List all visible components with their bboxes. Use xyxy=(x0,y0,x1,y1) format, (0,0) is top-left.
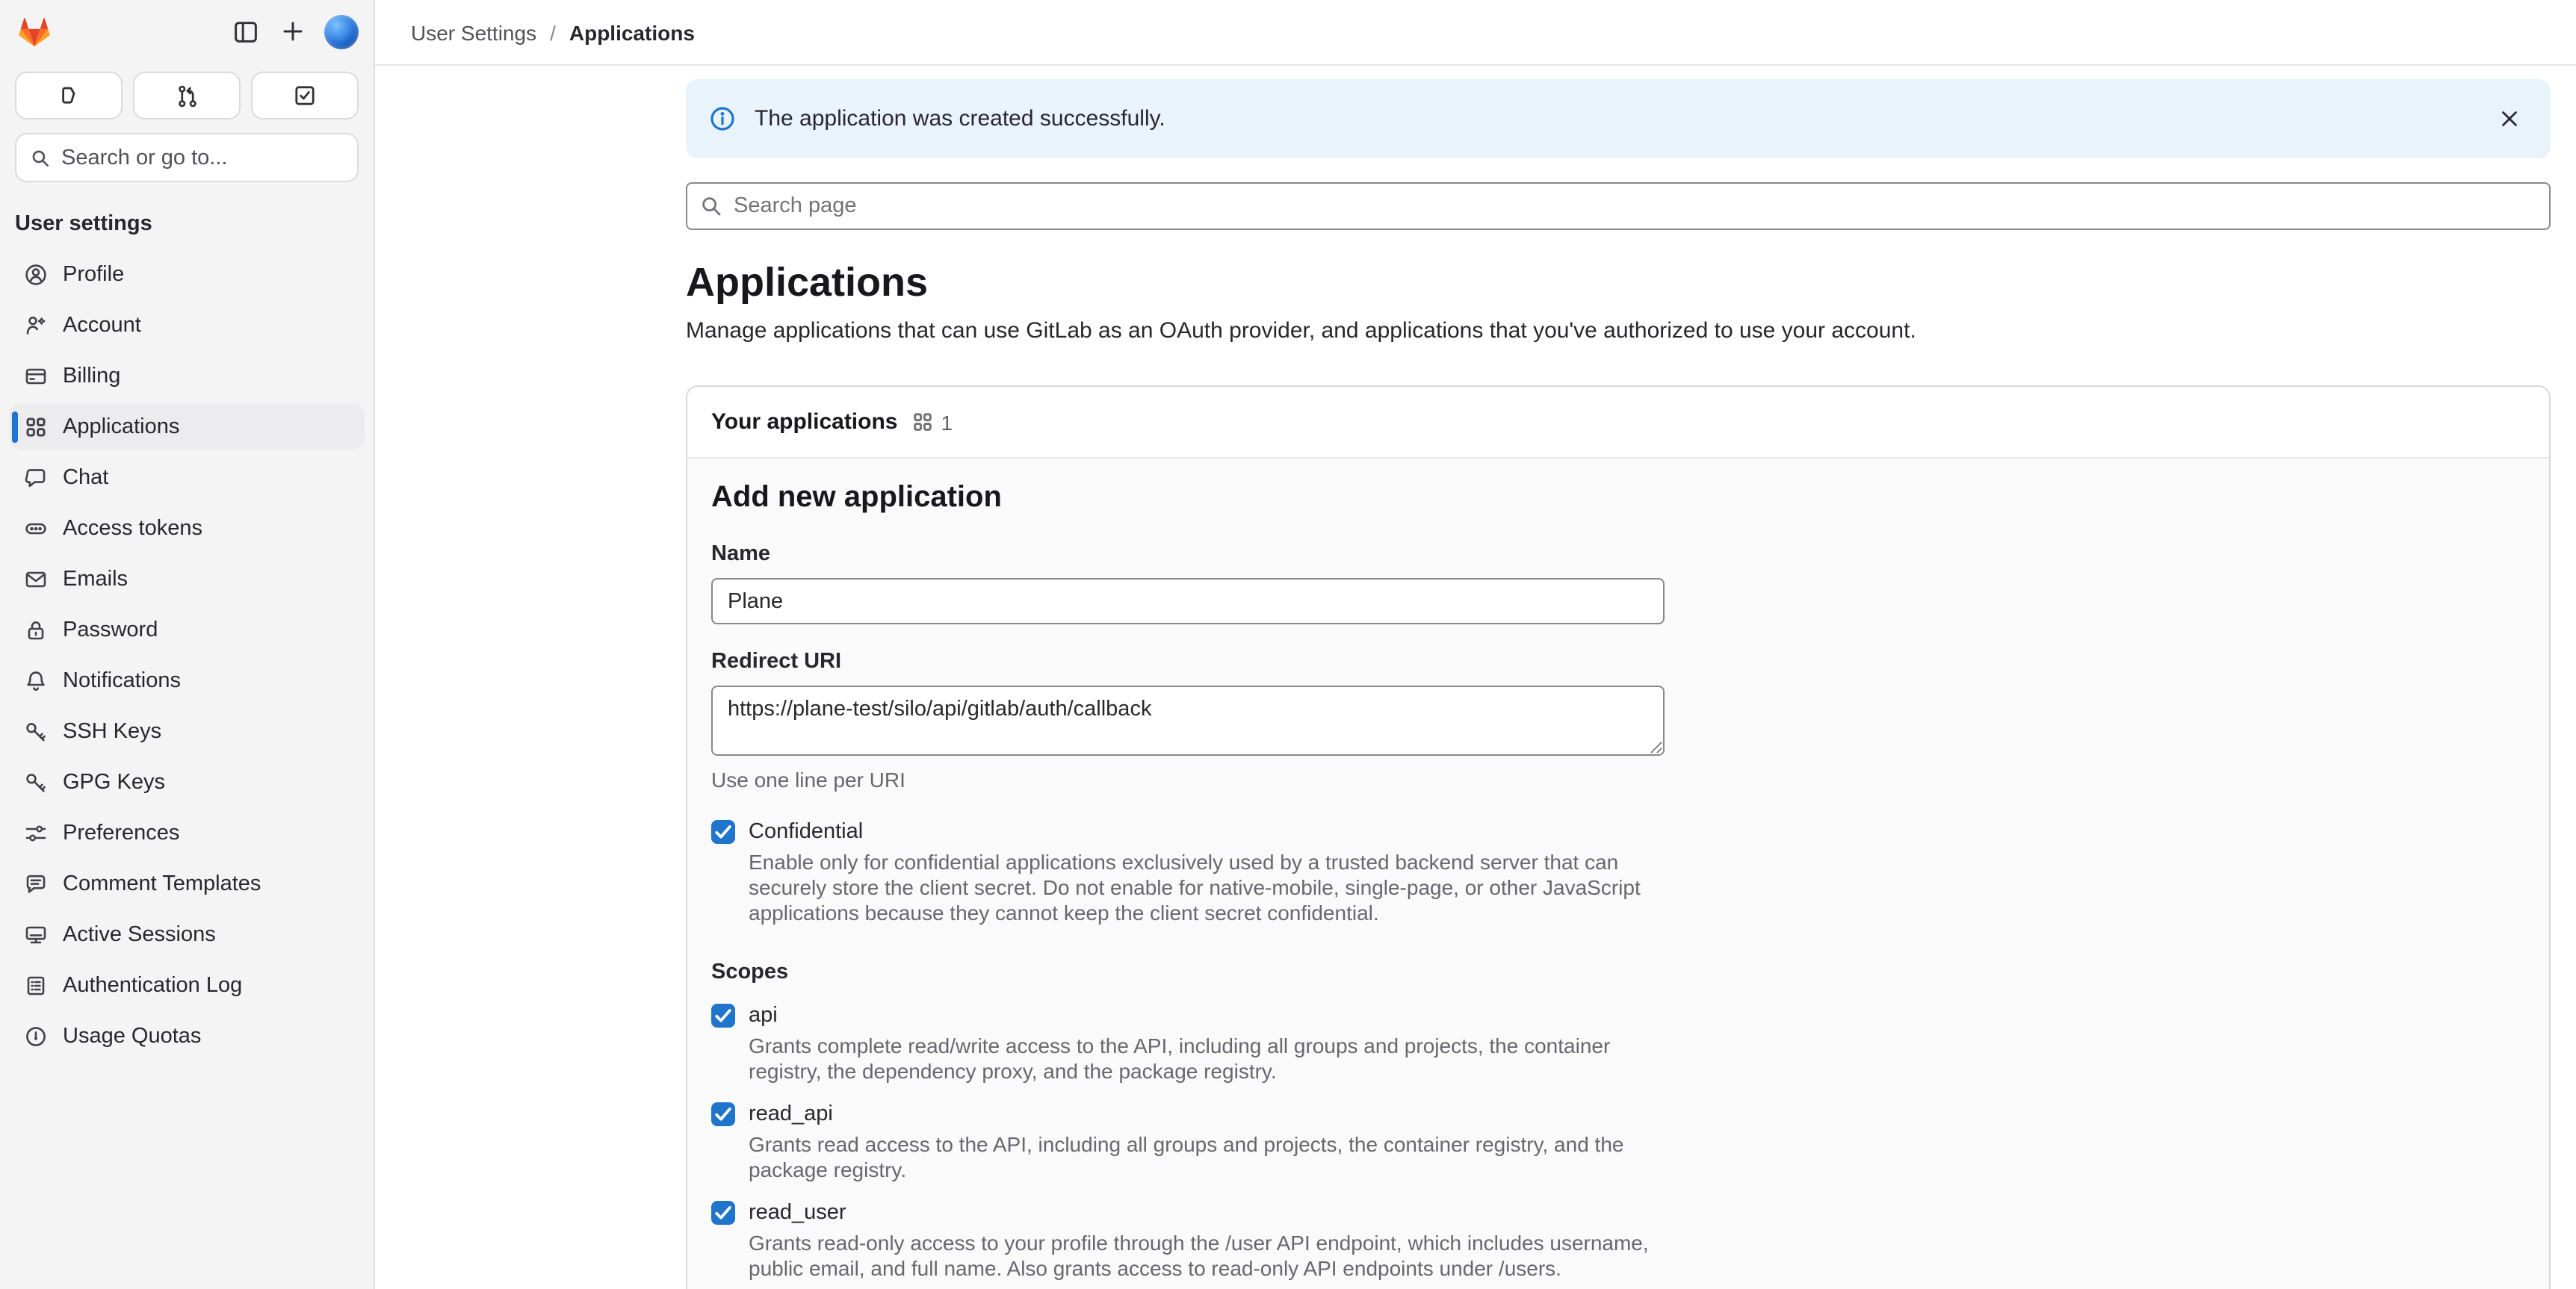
scope-read-api-checkbox[interactable] xyxy=(711,1102,735,1126)
panel-header xyxy=(687,387,2549,459)
issues-shortcut-button[interactable] xyxy=(15,72,123,119)
applications-icon xyxy=(24,414,48,438)
check-icon xyxy=(711,1102,735,1126)
sidebar-item-account[interactable] xyxy=(9,302,365,348)
add-application-heading: Add new application xyxy=(711,481,1002,514)
scope-read-api-help: Grants read access to the API, including all groups and projects, the container registry, and the package registry. xyxy=(749,1132,1624,1181)
sidebar-nav xyxy=(0,251,374,1059)
page-search-input[interactable] xyxy=(686,182,2551,230)
sidebar-item-ssh-keys[interactable] xyxy=(9,708,365,754)
success-alert xyxy=(686,79,2551,158)
topbar xyxy=(375,0,2576,66)
page-title: Applications xyxy=(686,260,929,305)
sidebar-toggle-button[interactable] xyxy=(226,12,264,51)
sidebar-item-label: Comment Templates xyxy=(63,872,261,895)
sidebar-top-bar xyxy=(0,0,374,63)
scopes-label: Scopes xyxy=(711,960,789,984)
sidebar-item-label: Active Sessions xyxy=(63,922,216,946)
check-icon xyxy=(711,1004,735,1028)
account-icon xyxy=(24,313,48,337)
page-description: Manage applications that can use GitLab as an OAuth provider, and applications that you've authorized to use your account. xyxy=(686,318,1916,344)
lock-icon xyxy=(24,618,48,642)
scope-read-api-label[interactable]: read_api xyxy=(749,1102,833,1126)
user-avatar[interactable] xyxy=(324,14,359,49)
close-icon xyxy=(2498,108,2521,130)
name-input[interactable] xyxy=(711,578,1665,624)
profile-icon xyxy=(24,262,48,286)
sidebar-item-billing[interactable] xyxy=(9,352,365,399)
breadcrumb-separator: / xyxy=(550,20,556,44)
gitlab-tanuki-icon[interactable] xyxy=(15,12,54,51)
sidebar-search-input[interactable] xyxy=(15,133,359,182)
search-icon xyxy=(30,147,51,168)
sidebar-item-comment-templates[interactable] xyxy=(9,860,365,907)
sliders-icon xyxy=(24,821,48,845)
sidebar-item-password[interactable] xyxy=(9,606,365,653)
sidebar-item-label: Chat xyxy=(63,465,109,489)
scopes-group xyxy=(711,960,2525,1282)
sidebar-item-label: Usage Quotas xyxy=(63,1024,202,1048)
issues-icon xyxy=(57,84,81,108)
sidebar-section-title: User settings xyxy=(15,212,152,236)
sidebar-shortcuts xyxy=(0,63,374,119)
sidebar-item-label: Account xyxy=(63,313,141,337)
redirect-uri-help: Use one line per URI xyxy=(711,768,905,792)
email-icon xyxy=(24,567,48,591)
redirect-uri-field-group xyxy=(711,650,2525,793)
billing-icon xyxy=(24,364,48,388)
scope-api xyxy=(711,1002,2525,1084)
breadcrumb-user-settings[interactable]: User Settings xyxy=(411,20,537,44)
confidential-label[interactable]: Confidential xyxy=(749,820,864,844)
log-icon xyxy=(24,973,48,997)
sidebar-item-applications[interactable] xyxy=(9,403,365,450)
your-applications-panel xyxy=(686,385,2551,1289)
redirect-uri-textarea[interactable] xyxy=(711,686,1665,756)
sidebar-item-label: SSH Keys xyxy=(63,719,162,743)
sidebar-item-label: Access tokens xyxy=(63,516,202,540)
sidebar-item-notifications[interactable] xyxy=(9,657,365,703)
sidebar-item-chat[interactable] xyxy=(9,454,365,500)
sidebar-item-label: Profile xyxy=(63,262,125,286)
applications-icon xyxy=(911,411,934,433)
sidebar-item-gpg-keys[interactable] xyxy=(9,759,365,805)
scope-api-checkbox[interactable] xyxy=(711,1004,735,1028)
alert-message: The application was created successfully. xyxy=(755,106,1165,131)
info-circle-icon xyxy=(710,106,735,131)
confidential-checkbox[interactable] xyxy=(711,820,735,844)
sidebar-toggle-icon xyxy=(232,19,258,44)
scope-api-help: Grants complete read/write access to the API, including all groups and projects, the container registry, the dependency proxy, and the package registry. xyxy=(749,1034,1611,1083)
sidebar-item-label: Applications xyxy=(63,414,180,438)
scope-read-api xyxy=(711,1101,2525,1183)
sidebar-item-label: Notifications xyxy=(63,668,181,692)
plus-icon xyxy=(281,19,305,43)
active-indicator xyxy=(12,411,18,442)
sidebar-item-label: Authentication Log xyxy=(63,973,243,997)
merge-requests-shortcut-button[interactable] xyxy=(133,72,241,119)
page-search xyxy=(686,182,2551,230)
sidebar-item-label: Password xyxy=(63,618,158,642)
key-icon xyxy=(24,770,48,794)
comment-lines-icon xyxy=(24,872,48,895)
monitor-icon xyxy=(24,922,48,946)
redirect-uri-label: Redirect URI xyxy=(711,650,842,674)
super-sidebar xyxy=(0,0,375,1289)
confidential-help: Enable only for confidential applications exclusively used by a trusted backend server that can securely store the client secret. Do not enable for native-mobile, single-page, or other JavaScript applications because they cannot keep the client secret confidential. xyxy=(749,850,1641,925)
sidebar-item-label: Emails xyxy=(63,567,129,591)
chat-icon xyxy=(24,465,48,489)
page-container xyxy=(686,79,2551,1289)
scope-read-user xyxy=(711,1199,2525,1282)
sidebar-item-profile[interactable] xyxy=(9,251,365,297)
sidebar-item-preferences[interactable] xyxy=(9,810,365,856)
search-icon xyxy=(699,194,723,218)
scope-api-label[interactable]: api xyxy=(749,1004,778,1028)
check-icon xyxy=(711,820,735,844)
alert-close-button[interactable] xyxy=(2492,102,2527,136)
main-content xyxy=(375,0,2576,1289)
check-icon xyxy=(711,1201,735,1225)
todo-shortcut-button[interactable] xyxy=(251,72,359,119)
sidebar-search-placeholder: Search or go to... xyxy=(61,146,228,170)
scope-read-user-label[interactable]: read_user xyxy=(749,1201,846,1225)
panel-title: Your applications xyxy=(711,409,898,435)
sidebar-item-emails[interactable] xyxy=(9,556,365,602)
gauge-icon xyxy=(24,1024,48,1048)
applications-count-badge xyxy=(911,410,953,434)
applications-count: 1 xyxy=(941,410,953,434)
create-new-button[interactable] xyxy=(273,12,312,51)
token-icon xyxy=(24,516,48,540)
confidential-group xyxy=(711,819,2525,926)
name-label: Name xyxy=(711,542,770,566)
key-icon xyxy=(24,719,48,743)
panel-body xyxy=(687,459,2549,1289)
bell-icon xyxy=(24,668,48,692)
scope-read-user-help: Grants read-only access to your profile through the /user API endpoint, which includes username, public email, and full name. Also grants access to read-only API endpoints under /users. xyxy=(749,1231,1649,1280)
name-field-group xyxy=(711,542,2525,624)
todo-check-icon xyxy=(293,84,317,108)
sidebar-item-authentication-log[interactable] xyxy=(9,962,365,1008)
sidebar-item-label: Preferences xyxy=(63,821,180,845)
scope-read-user-checkbox[interactable] xyxy=(711,1201,735,1225)
sidebar-item-label: Billing xyxy=(63,364,121,388)
breadcrumb-applications[interactable]: Applications xyxy=(569,20,695,44)
breadcrumb xyxy=(411,20,695,44)
sidebar-item-usage-quotas[interactable] xyxy=(9,1013,365,1059)
merge-request-icon xyxy=(174,83,199,108)
sidebar-item-active-sessions[interactable] xyxy=(9,911,365,957)
sidebar-item-access-tokens[interactable] xyxy=(9,505,365,551)
sidebar-item-label: GPG Keys xyxy=(63,770,165,794)
